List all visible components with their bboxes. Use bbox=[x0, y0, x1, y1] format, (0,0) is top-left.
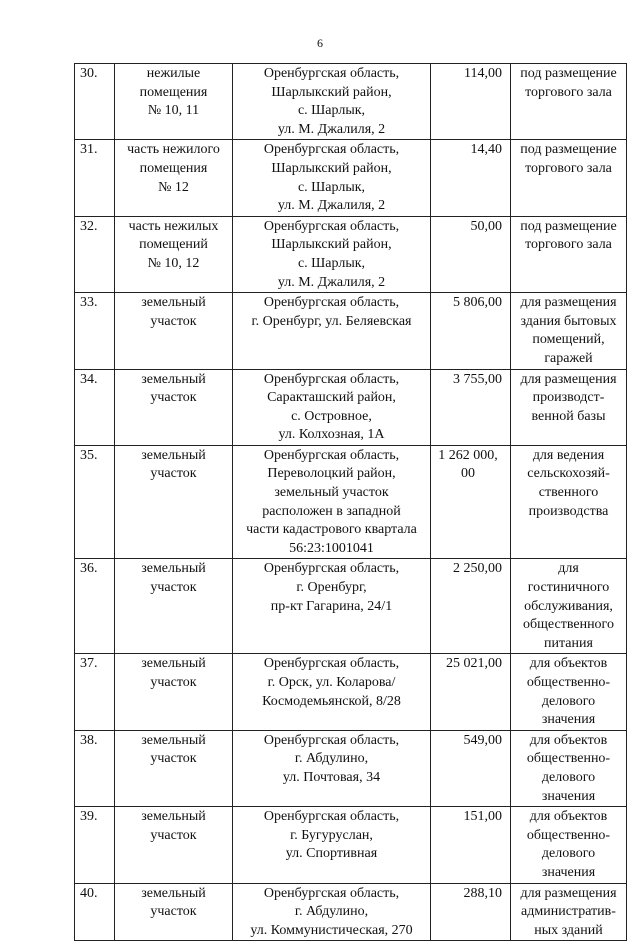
object-name: земельный участок bbox=[115, 293, 233, 369]
object-area: 5 806,00 bbox=[431, 293, 511, 369]
object-address: Оренбургская область, Саракташский район, с. Островное, ул. Колхозная, 1А bbox=[233, 369, 431, 445]
object-area: 151,00 bbox=[431, 807, 511, 883]
object-address: Оренбургская область, Переволоцкий район, земельный участок расположен в западной части кадастрового квартала 56:23:1001041 bbox=[233, 445, 431, 559]
object-address: Оренбургская область, г. Орск, ул. Коларова/ Космодемьянской, 8/28 bbox=[233, 654, 431, 730]
object-name: земельный участок bbox=[115, 883, 233, 941]
row-number: 39. bbox=[75, 807, 115, 883]
object-area: 3 755,00 bbox=[431, 369, 511, 445]
page-number: 6 bbox=[317, 36, 323, 50]
row-number: 34. bbox=[75, 369, 115, 445]
object-purpose: для размещения административ- ных зданий bbox=[511, 883, 627, 941]
table-row bbox=[75, 140, 627, 216]
object-area: 549,00 bbox=[431, 730, 511, 806]
object-purpose: для объектов общественно- делового значения bbox=[511, 730, 627, 806]
object-address: Оренбургская область, г. Оренбург, пр-кт Гагарина, 24/1 bbox=[233, 559, 431, 654]
table-row bbox=[75, 216, 627, 292]
object-area: 2 250,00 bbox=[431, 559, 511, 654]
object-name: земельный участок bbox=[115, 559, 233, 654]
object-name: часть нежилых помещений № 10, 12 bbox=[115, 216, 233, 292]
object-purpose: для объектов общественно- делового значения bbox=[511, 654, 627, 730]
object-area: 25 021,00 bbox=[431, 654, 511, 730]
object-purpose: для гостиничного обслуживания, общественного питания bbox=[511, 559, 627, 654]
row-number: 37. bbox=[75, 654, 115, 730]
table-row bbox=[75, 445, 627, 559]
object-purpose: для размещения здания бытовых помещений, гаражей bbox=[511, 293, 627, 369]
object-address: Оренбургская область, Шарлыкский район, с. Шарлык, ул. М. Джалиля, 2 bbox=[233, 140, 431, 216]
object-purpose: для ведения сельскохозяй- ственного производства bbox=[511, 445, 627, 559]
row-number: 30. bbox=[75, 64, 115, 140]
table-row bbox=[75, 883, 627, 941]
table-row bbox=[75, 807, 627, 883]
table-row bbox=[75, 730, 627, 806]
table-row bbox=[75, 654, 627, 730]
row-number: 33. bbox=[75, 293, 115, 369]
object-area: 288,10 bbox=[431, 883, 511, 941]
object-area: 50,00 bbox=[431, 216, 511, 292]
object-purpose: для размещения производст- венной базы bbox=[511, 369, 627, 445]
object-name: нежилые помещения № 10, 11 bbox=[115, 64, 233, 140]
object-address: Оренбургская область, г. Оренбург, ул. Беляевская bbox=[233, 293, 431, 369]
table-row bbox=[75, 369, 627, 445]
row-number: 40. bbox=[75, 883, 115, 941]
row-number: 38. bbox=[75, 730, 115, 806]
row-number: 35. bbox=[75, 445, 115, 559]
object-purpose: для объектов общественно- делового значения bbox=[511, 807, 627, 883]
object-name: земельный участок bbox=[115, 730, 233, 806]
object-address: Оренбургская область, г. Бугуруслан, ул. Спортивная bbox=[233, 807, 431, 883]
table-row bbox=[75, 293, 627, 369]
row-number: 31. bbox=[75, 140, 115, 216]
object-name: земельный участок bbox=[115, 654, 233, 730]
row-number: 36. bbox=[75, 559, 115, 654]
object-purpose: под размещение торгового зала bbox=[511, 140, 627, 216]
object-name: земельный участок bbox=[115, 369, 233, 445]
table-row bbox=[75, 64, 627, 140]
object-purpose: под размещение торгового зала bbox=[511, 64, 627, 140]
object-purpose: под размещение торгового зала bbox=[511, 216, 627, 292]
object-name: земельный участок bbox=[115, 445, 233, 559]
object-area: 114,00 bbox=[431, 64, 511, 140]
row-number: 32. bbox=[75, 216, 115, 292]
table-row bbox=[75, 559, 627, 654]
object-name: земельный участок bbox=[115, 807, 233, 883]
object-name: часть нежилого помещения № 12 bbox=[115, 140, 233, 216]
object-address: Оренбургская область, Шарлыкский район, с. Шарлык, ул. М. Джалиля, 2 bbox=[233, 216, 431, 292]
property-registry-table bbox=[74, 63, 627, 941]
object-address: Оренбургская область, г. Абдулино, ул. Коммунистическая, 270 bbox=[233, 883, 431, 941]
object-area: 14,40 bbox=[431, 140, 511, 216]
object-area: 1 262 000, 00 bbox=[431, 445, 511, 559]
object-address: Оренбургская область, Шарлыкский район, с. Шарлык, ул. М. Джалиля, 2 bbox=[233, 64, 431, 140]
object-address: Оренбургская область, г. Абдулино, ул. Почтовая, 34 bbox=[233, 730, 431, 806]
